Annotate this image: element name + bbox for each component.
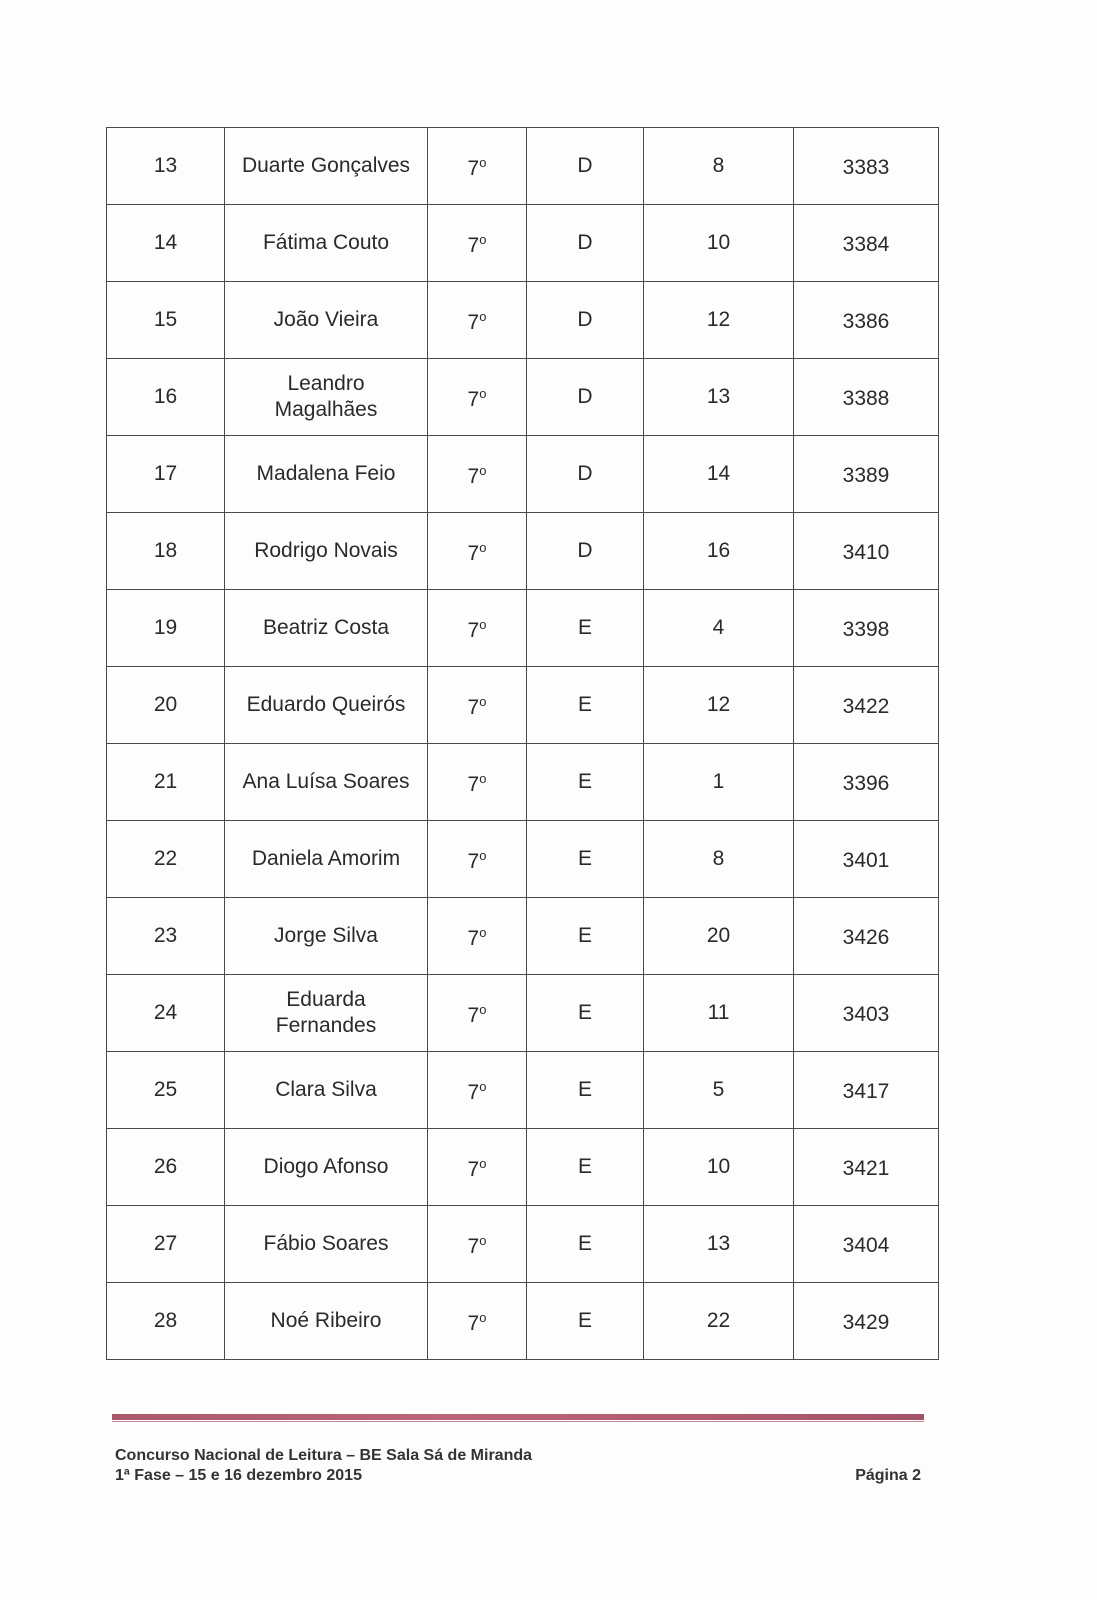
class-letter-cell [527,128,644,205]
participant-name: Noé Ribeiro [270,1309,382,1332]
participant-name-cell [225,1129,428,1206]
participant-number-cell [107,1052,225,1129]
ordinal-indicator: o [479,617,487,632]
class-number: 8 [712,154,725,177]
school-year: 7 [467,465,480,488]
school-year-cell [428,975,527,1052]
class-number: 22 [706,1309,731,1332]
class-letter: E [577,847,592,870]
participant-number: 21 [153,770,178,793]
school-year-cell [428,1052,527,1129]
participant-name: Eduarda Fernandes [275,988,377,1037]
participant-number-cell [107,436,225,513]
student-code-cell [794,282,939,359]
student-code-cell [794,975,939,1052]
class-letter-cell [527,1283,644,1360]
class-number: 20 [706,924,731,947]
class-letter-cell [527,1206,644,1283]
class-number: 10 [706,1155,731,1178]
participant-number-cell [107,1129,225,1206]
class-letter: D [577,385,593,408]
table-row [107,282,939,359]
footer-event-title: Concurso Nacional de Leitura – BE Sala Sá de Miranda [115,1447,533,1464]
participant-name: Rodrigo Novais [254,539,398,562]
school-year: 7 [467,542,480,565]
participant-number: 25 [153,1078,178,1101]
table-row [107,975,939,1052]
class-letter-cell [527,821,644,898]
table-row [107,205,939,282]
participant-number: 14 [153,231,178,254]
table-row [107,744,939,821]
class-letter: E [577,924,592,947]
participant-name-cell [225,282,428,359]
footer-divider [112,1414,924,1420]
class-letter-cell [527,1129,644,1206]
school-year-cell [428,282,527,359]
participant-number-cell [107,1206,225,1283]
student-code-cell [794,1283,939,1360]
participant-number: 26 [153,1155,178,1178]
school-year: 7 [467,1158,480,1181]
participant-name: Fátima Couto [262,231,390,254]
table-row [107,1129,939,1206]
ordinal-indicator: o [479,309,487,324]
participant-name-cell [225,1206,428,1283]
participant-name-cell [225,436,428,513]
class-letter: E [577,616,592,639]
class-letter-cell [527,513,644,590]
class-letter-cell [527,205,644,282]
table-row [107,513,939,590]
participant-name: Clara Silva [275,1078,377,1101]
participant-number-cell [107,590,225,667]
student-code-cell [794,1052,939,1129]
school-year: 7 [467,1004,480,1027]
school-year: 7 [467,234,480,257]
class-number: 11 [707,1001,730,1024]
participant-number-cell [107,359,225,436]
participant-number: 16 [153,385,178,408]
participant-number: 13 [153,154,178,177]
table-row [107,821,939,898]
class-letter-cell [527,898,644,975]
participant-name: Madalena Feio [256,462,396,485]
class-letter-cell [527,359,644,436]
participants-table-body [107,128,939,1360]
school-year-cell [428,590,527,667]
participant-name-cell [225,667,428,744]
class-number-cell [644,436,794,513]
student-code: 3396 [842,771,890,795]
student-code: 3404 [842,1233,890,1257]
ordinal-indicator: o [479,1079,487,1094]
participant-name: Leandro Magalhães [274,372,378,421]
ordinal-indicator: o [479,925,487,940]
ordinal-indicator: o [479,386,487,401]
footer-info [115,1446,532,1486]
school-year-cell [428,128,527,205]
participant-name: Ana Luísa Soares [242,770,410,793]
participant-name-cell [225,513,428,590]
student-code-cell [794,1206,939,1283]
participant-name: Jorge Silva [274,924,378,947]
student-code: 3403 [842,1002,890,1026]
class-number: 4 [712,616,725,639]
class-number-cell [644,359,794,436]
class-number: 14 [706,462,731,485]
ordinal-indicator: o [479,1002,487,1017]
participant-name: Beatriz Costa [262,616,390,639]
participant-number-cell [107,975,225,1052]
footer-divider-line [112,1421,924,1422]
school-year-cell [428,1129,527,1206]
participant-name: Fábio Soares [263,1232,389,1255]
table-row [107,1283,939,1360]
class-number-cell [644,667,794,744]
ordinal-indicator: o [479,540,487,555]
participant-number: 19 [153,616,178,639]
participant-name: Eduardo Queirós [246,693,406,716]
participant-number: 17 [153,462,178,485]
class-letter: E [577,1078,592,1101]
participant-number-cell [107,282,225,359]
participants-table [106,127,939,1360]
class-number: 12 [706,308,731,331]
school-year: 7 [467,1312,480,1335]
table-row [107,128,939,205]
participant-number: 23 [153,924,178,947]
student-code-cell [794,359,939,436]
participant-number-cell [107,744,225,821]
class-number: 8 [712,847,725,870]
participant-name: João Vieira [273,308,379,331]
student-code: 3386 [842,309,890,333]
student-code-cell [794,821,939,898]
participant-number: 18 [153,539,178,562]
student-code-cell [794,1129,939,1206]
class-letter-cell [527,744,644,821]
school-year: 7 [467,619,480,642]
class-letter: D [577,539,593,562]
student-code: 3384 [842,232,890,256]
table-row [107,898,939,975]
participant-number-cell [107,128,225,205]
student-code-cell [794,898,939,975]
ordinal-indicator: o [479,848,487,863]
page-number: Página 2 [855,1467,921,1484]
class-letter-cell [527,590,644,667]
participant-number: 22 [153,847,178,870]
participant-name-cell [225,359,428,436]
class-letter-cell [527,436,644,513]
participant-number-cell [107,205,225,282]
class-letter-cell [527,667,644,744]
table-row [107,436,939,513]
ordinal-indicator: o [479,694,487,709]
table-row [107,590,939,667]
class-number-cell [644,898,794,975]
school-year: 7 [467,1081,480,1104]
student-code-cell [794,436,939,513]
school-year: 7 [467,927,480,950]
student-code: 3422 [842,694,890,718]
participant-number-cell [107,1283,225,1360]
student-code: 3398 [842,617,890,641]
participant-name-cell [225,128,428,205]
class-letter: E [577,1309,592,1332]
class-letter: E [577,693,592,716]
participant-name-cell [225,898,428,975]
class-number-cell [644,513,794,590]
ordinal-indicator: o [479,1233,487,1248]
participant-name: Daniela Amorim [251,847,401,870]
class-number: 1 [712,770,725,793]
class-letter-cell [527,975,644,1052]
class-letter-cell [527,1052,644,1129]
footer-phase-dates: 1ª Fase – 15 e 16 dezembro 2015 [115,1467,362,1484]
school-year: 7 [467,773,480,796]
student-code-cell [794,667,939,744]
student-code-cell [794,744,939,821]
participant-number-cell [107,898,225,975]
class-number: 13 [706,1232,731,1255]
student-code: 3429 [842,1310,890,1334]
student-code-cell [794,128,939,205]
participant-name-cell [225,821,428,898]
participant-number: 20 [153,693,178,716]
class-number: 13 [706,385,731,408]
class-number-cell [644,1283,794,1360]
class-number-cell [644,1129,794,1206]
school-year: 7 [467,1235,480,1258]
class-number-cell [644,1206,794,1283]
participant-number-cell [107,513,225,590]
class-number-cell [644,1052,794,1129]
participant-number: 27 [153,1232,178,1255]
class-letter: D [577,231,593,254]
student-code: 3410 [842,540,890,564]
student-code: 3421 [842,1156,890,1180]
class-letter: D [577,154,593,177]
participant-number: 28 [153,1309,178,1332]
participant-name: Duarte Gonçalves [241,154,411,177]
student-code: 3389 [842,463,890,487]
class-number: 10 [706,231,731,254]
table-row [107,1206,939,1283]
participant-name-cell [225,1052,428,1129]
table-row [107,667,939,744]
table-row [107,359,939,436]
participant-name-cell [225,590,428,667]
participant-number-cell [107,821,225,898]
class-number-cell [644,975,794,1052]
class-number: 16 [706,539,731,562]
class-number-cell [644,744,794,821]
student-code: 3426 [842,925,890,949]
school-year: 7 [467,850,480,873]
school-year-cell [428,205,527,282]
class-letter: E [577,1155,592,1178]
school-year-cell [428,821,527,898]
school-year: 7 [467,696,480,719]
participant-name-cell [225,975,428,1052]
school-year-cell [428,744,527,821]
participant-number-cell [107,667,225,744]
table-row [107,1052,939,1129]
ordinal-indicator: o [479,463,487,478]
student-code: 3417 [842,1079,890,1103]
class-letter: E [577,1232,592,1255]
school-year-cell [428,1206,527,1283]
school-year-cell [428,898,527,975]
school-year-cell [428,1283,527,1360]
school-year-cell [428,436,527,513]
student-code: 3383 [842,155,890,179]
participant-name-cell [225,1283,428,1360]
participant-name-cell [225,744,428,821]
participant-number: 24 [153,1001,178,1024]
ordinal-indicator: o [479,1156,487,1171]
participant-number: 15 [153,308,178,331]
school-year-cell [428,667,527,744]
student-code-cell [794,205,939,282]
class-number: 12 [706,693,731,716]
class-letter: E [577,770,592,793]
student-code: 3388 [842,386,890,410]
class-number-cell [644,205,794,282]
class-number-cell [644,282,794,359]
class-number-cell [644,821,794,898]
class-letter: D [577,462,593,485]
class-number-cell [644,590,794,667]
class-number-cell [644,128,794,205]
school-year-cell [428,359,527,436]
ordinal-indicator: o [479,155,487,170]
school-year: 7 [467,388,480,411]
student-code-cell [794,590,939,667]
participant-name-cell [225,205,428,282]
student-code: 3401 [842,848,890,872]
class-number: 5 [712,1078,725,1101]
school-year: 7 [467,311,480,334]
school-year-cell [428,513,527,590]
school-year: 7 [467,157,480,180]
class-letter-cell [527,282,644,359]
student-code-cell [794,513,939,590]
ordinal-indicator: o [479,1310,487,1325]
ordinal-indicator: o [479,771,487,786]
ordinal-indicator: o [479,232,487,247]
class-letter: D [577,308,593,331]
class-letter: E [577,1001,592,1024]
participant-name: Diogo Afonso [263,1155,389,1178]
